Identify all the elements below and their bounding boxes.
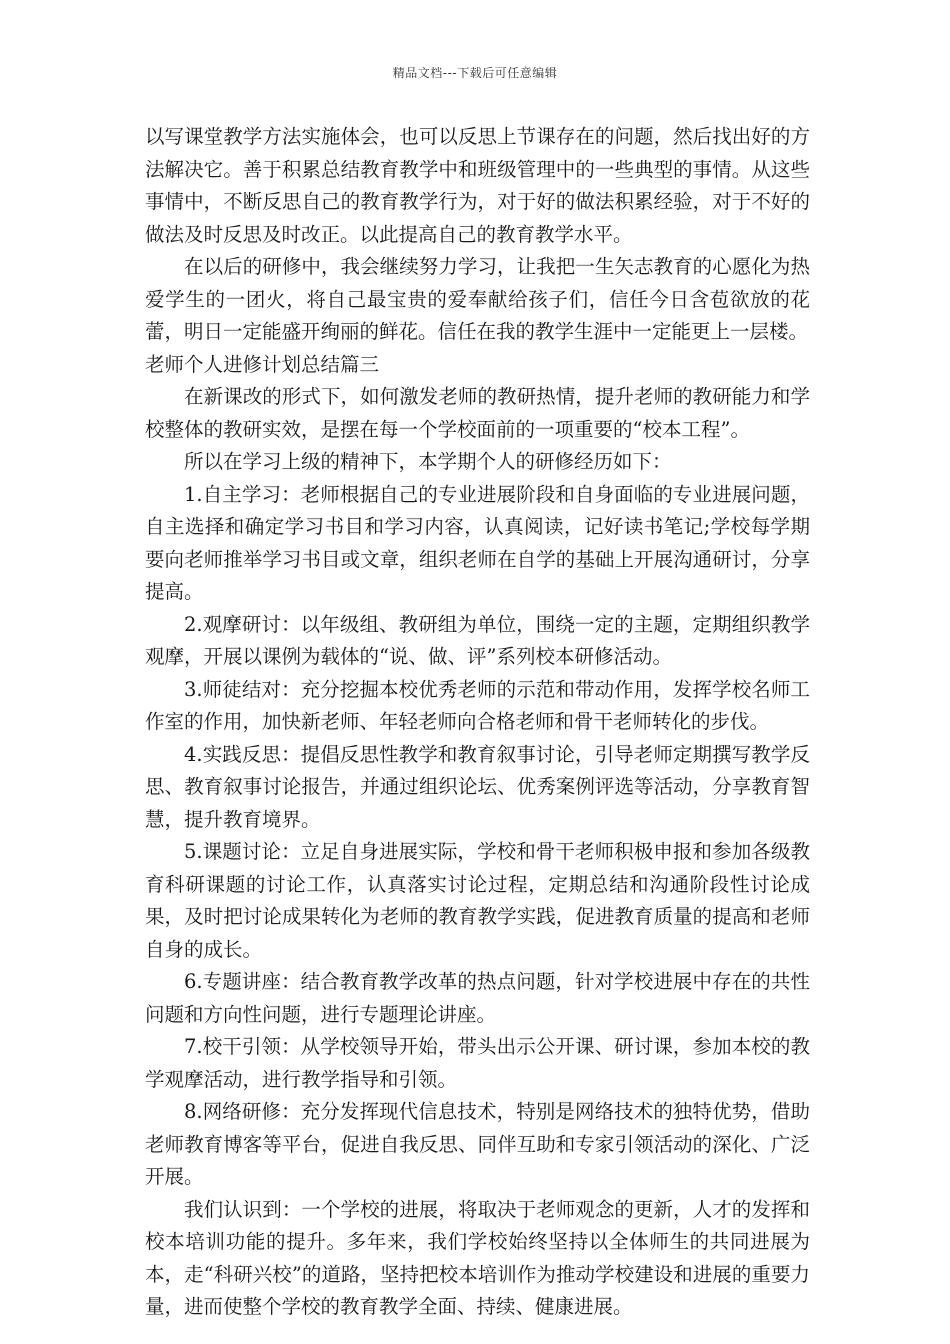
- paragraph: 我们认识到：一个学校的进展，将取决于老师观念的更新，人才的发挥和校本培训功能的提升。多年来，我们学校始终坚持以全体师生的共同进展为本，走“科研兴校”的道路，坚持把校本培训作为推动学校建设和进展的重要力量，进而使整个学校的教育教学全面、持续、健康进展。: [145, 1197, 810, 1318]
- paragraph: 在新课改的形式下，如何激发老师的教研热情，提升老师的教研能力和学校整体的教研实效，是摆在每一个学校面前的一项重要的“校本工程”。: [145, 385, 810, 441]
- list-item: 2.观摩研讨：以年级组、教研组为单位，围绕一定的主题，定期组织教学观摩，开展以课例为载体的“说、做、评”系列校本研修活动。: [145, 612, 810, 668]
- page-header: 精品文档---下载后可任意编辑: [392, 66, 558, 80]
- list-item: 4.实践反思：提倡反思性教学和教育叙事讨论，引导老师定期撰写教学反思、教育叙事讨论报告，并通过组织论坛、优秀案例评选等活动，分享教育智慧，提升教育境界。: [145, 742, 810, 831]
- list-item: 5.课题讨论：立足自身进展实际，学校和骨干老师积极申报和参加各级教育科研课题的讨论工作，认真落实讨论过程，定期总结和沟通阶段性讨论成果，及时把讨论成果转化为老师的教育教学实践，促进教育质量的提高和老师自身的成长。: [145, 840, 810, 961]
- paragraph: 所以在学习上级的精神下，本学期个人的研修经历如下：: [184, 450, 672, 473]
- list-item: 7.校干引领：从学校领导开始，带头出示公开课、研讨课，参加本校的教学观摩活动，进行教学指导和引领。: [145, 1035, 810, 1091]
- list-item: 1.自主学习：老师根据自己的专业进展阶段和自身面临的专业进展问题，自主选择和确定学习书目和学习内容，认真阅读，记好读书笔记;学校每学期要向老师推举学习书目或文章，组织老师在自学的基础上开展沟通研讨，分享提高。: [145, 482, 810, 603]
- paragraph: 在以后的研修中，我会继续努力学习，让我把一生矢志教育的心愿化为热爱学生的一团火，将自己最宝贵的爱奉献给孩子们，信任今日含苞欲放的花蕾，明日一定能盛开绚丽的鲜花。信任在我的教学生涯中一定能更上一层楼。: [145, 255, 810, 343]
- list-item: 6.专题讲座：结合教育教学改革的热点问题，针对学校进展中存在的共性问题和方向性问题，进行专题理论讲座。: [145, 970, 810, 1026]
- paragraph-continuation: 以写课堂教学方法实施体会，也可以反思上节课存在的问题，然后找出好的方法解决它。善于积累总结教育教学中和班级管理中的一些典型的事情。从这些事情中，不断反思自己的教育教学行为，对于好的做法积累经验，对于不好的做法及时反思及时改正。以此提高自己的教育教学水平。: [145, 125, 810, 246]
- list-item: 8.网络研修：充分发挥现代信息技术，特别是网络技术的独特优势，借助老师教育博客等平台，促进自我反思、同伴互助和专家引领活动的深化、广泛开展。: [145, 1100, 810, 1188]
- list-item: 3.师徒结对：充分挖掘本校优秀老师的示范和带动作用，发挥学校名师工作室的作用，加快新老师、年轻老师向合格老师和骨干老师转化的步伐。: [145, 677, 810, 733]
- document-body: [145, 121, 810, 1324]
- section-heading: 老师个人进修计划总结篇三: [145, 352, 380, 376]
